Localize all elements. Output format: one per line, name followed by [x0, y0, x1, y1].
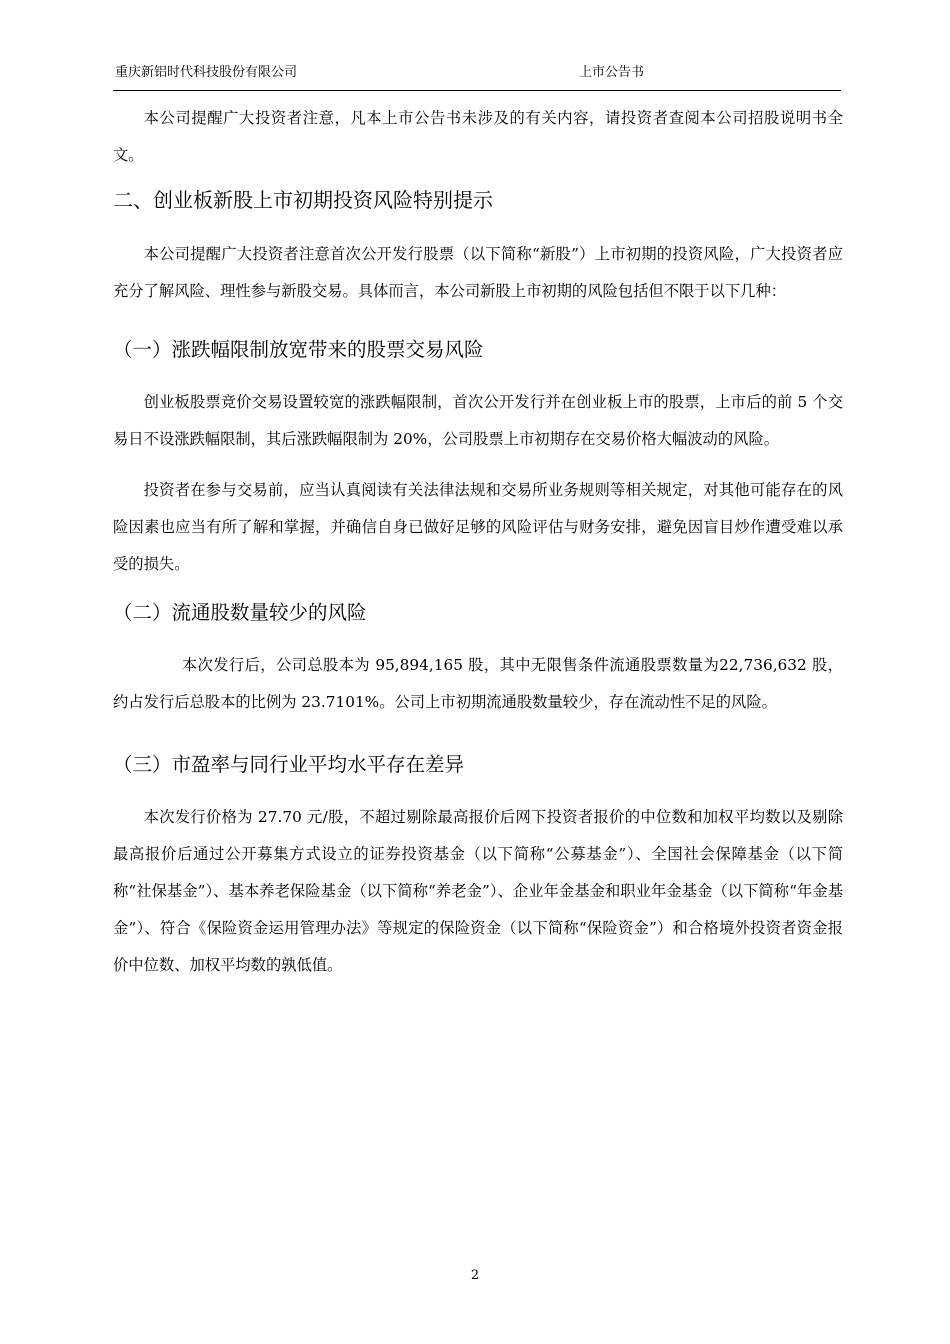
subsection-1-paragraph-1: 创业板股票竞价交易设置较宽的涨跌幅限制，首次公开发行并在创业板上市的股票，上市后的前 5 个交易日不设涨跌幅限制，其后涨跌幅限制为 20%，公司股票上市初期存在交易价格大幅波动的风险。: [113, 393, 843, 448]
header-company-name: 重庆新铝时代科技股份有限公司: [115, 65, 298, 80]
section-2-intro-paragraph: 本公司提醒广大投资者注意首次公开发行股票（以下简称“新股”）上市初期的投资风险，广大投资者应充分了解风险、理性参与新股交易。具体而言，本公司新股上市初期的风险包括但不限于以下几种：: [113, 245, 843, 300]
intro-paragraph: 本公司提醒广大投资者注意，凡本上市公告书未涉及的有关内容，请投资者查阅本公司招股说明书全文。: [113, 109, 843, 164]
page-content: [113, 100, 843, 984]
page-header: [113, 58, 841, 91]
subsection-1-paragraph-2: 投资者在参与交易前，应当认真阅读有关法律法规和交易所业务规则等相关规定，对其他可能存在的风险因素也应当有所了解和掌握，并确信自身已做好足够的风险评估与财务安排，避免因盲目炒作遭受难以承受的损失。: [113, 481, 843, 573]
subsection-3-paragraph: 本次发行价格为 27.70 元/股，不超过剔除最高报价后网下投资者报价的中位数和加权平均数以及剔除最高报价后通过公开募集方式设立的证券投资基金（以下简称“公募基金”）、全国社会保障基金（以下简称“社保基金”）、基本养老保险基金（以下简称“养老金”）、企业年金基金和职业年金基金（以下简称“年金基金”）、符合《保险资金运用管理办法》等规定的保险资金（以下简称“保险资金”）和合格境外投资者资金报价中位数、加权平均数的孰低值。: [113, 808, 843, 974]
page-number: 2: [470, 1268, 480, 1283]
subsection-2-paragraph: 本次发行后，公司总股本为 95,894,165 股，其中无限售条件流通股票数量为22,736,632 股，约占发行后总股本的比例为 23.7101%。公司上市初期流通股数量较少，存在流动性不足的风险。: [113, 656, 843, 711]
subsection-2-heading: （二）流通股数量较少的风险: [113, 601, 367, 624]
header-document-type: 上市公告书: [579, 65, 645, 80]
subsection-3-heading: （三）市盈率与同行业平均水平存在差异: [113, 753, 465, 776]
subsection-1-heading: （一）涨跌幅限制放宽带来的股票交易风险: [113, 338, 484, 361]
section-2-heading: 二、创业板新股上市初期投资风险特别提示: [113, 188, 493, 212]
